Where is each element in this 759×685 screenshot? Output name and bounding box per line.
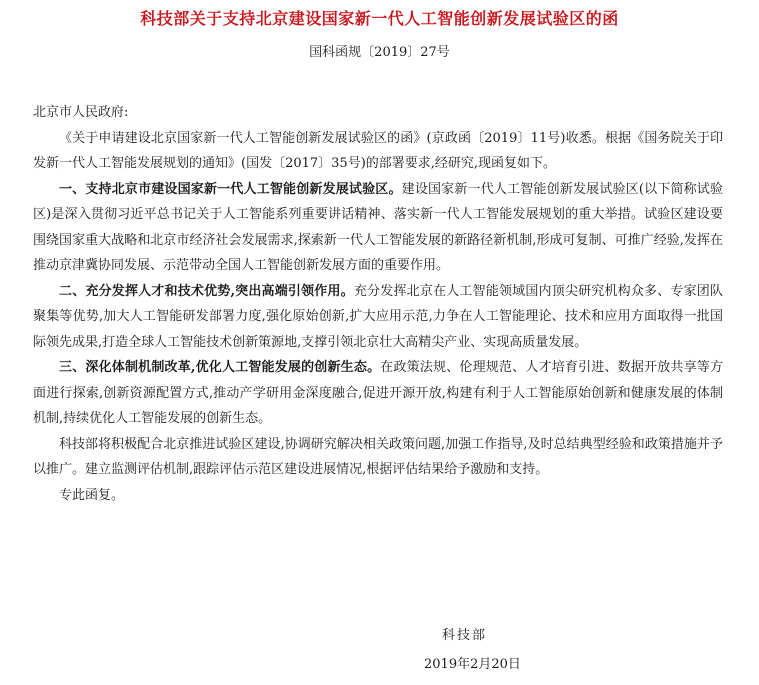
- section-1-heading: 一、支持北京市建设国家新一代人工智能创新发展试验区。: [59, 181, 402, 197]
- section-1-text: 建设国家新一代人工智能创新发展试验区(以下简称试验区)是深入贯彻习近平总书记关于人工智能系列重要讲话精神、落实新一代人工智能发展规划的重大举措。试验区建设要围绕国家重大战略和北京市经济社会发展需求,探索新一代人工智能发展的新路径新机制,形成可复制、可推广经验,发挥在推动京津冀协同发展、示范带动全国人工智能创新发展方面的重要作用。: [33, 181, 723, 273]
- section-1: [33, 177, 723, 279]
- signature-date: 2019年2月20日: [424, 657, 521, 672]
- signature: 科技部: [442, 628, 488, 643]
- section-2-text: 充分发挥北京在人工智能领域国内顶尖研究机构众多、专家团队聚集等优势,加大人工智能研发部署力度,强化原始创新,扩大应用示范,力争在人工智能理论、技术和应用方面取得一批国际领先成果,打造全球人工智能技术创新策源地,支撑引领北京壮大高精尖产业、实现高质量发展。: [33, 283, 723, 350]
- salutation: 北京市人民政府:: [33, 105, 129, 120]
- section-3-text: 在政策法规、伦理规范、人才培育引进、数据开放共享等方面进行探索,创新资源配置方式,推动产学研用金深度融合,促进开源开放,构建有利于人工智能原始创新和健康发展的体制机制,持续优化人工智能发展的创新生态。: [33, 360, 723, 426]
- intro-paragraph: 《关于申请建设北京国家新一代人工智能创新发展试验区的函》(京政函〔2019〕11号)收悉。根据《国务院关于印发新一代人工智能发展规划的通知》(国发〔2017〕35号)的部署要求,经研究,现函复如下。: [33, 130, 723, 171]
- document-title: 科技部关于支持北京建设国家新一代人工智能创新发展试验区的函: [140, 9, 619, 28]
- document-number: 国科函规〔2019〕27号: [309, 45, 450, 60]
- section-3-heading: 三、深化体制机制改革,优化人工智能发展的创新生态。: [59, 360, 381, 375]
- section-2: [33, 279, 723, 356]
- document-body: [33, 100, 723, 508]
- section-3: [33, 355, 723, 432]
- support-paragraph: 科技部将积极配合北京推进试验区建设,协调研究解决相关政策问题,加强工作指导,及时总结典型经验和政策措施并予以推广。建立监测评估机制,跟踪评估示范区建设进展情况,根据评估结果给予激励和支持。: [33, 436, 723, 477]
- section-2-heading: 二、充分发挥人才和技术优势,突出高端引领作用。: [59, 283, 354, 299]
- closing-line: 专此函复。: [59, 487, 125, 503]
